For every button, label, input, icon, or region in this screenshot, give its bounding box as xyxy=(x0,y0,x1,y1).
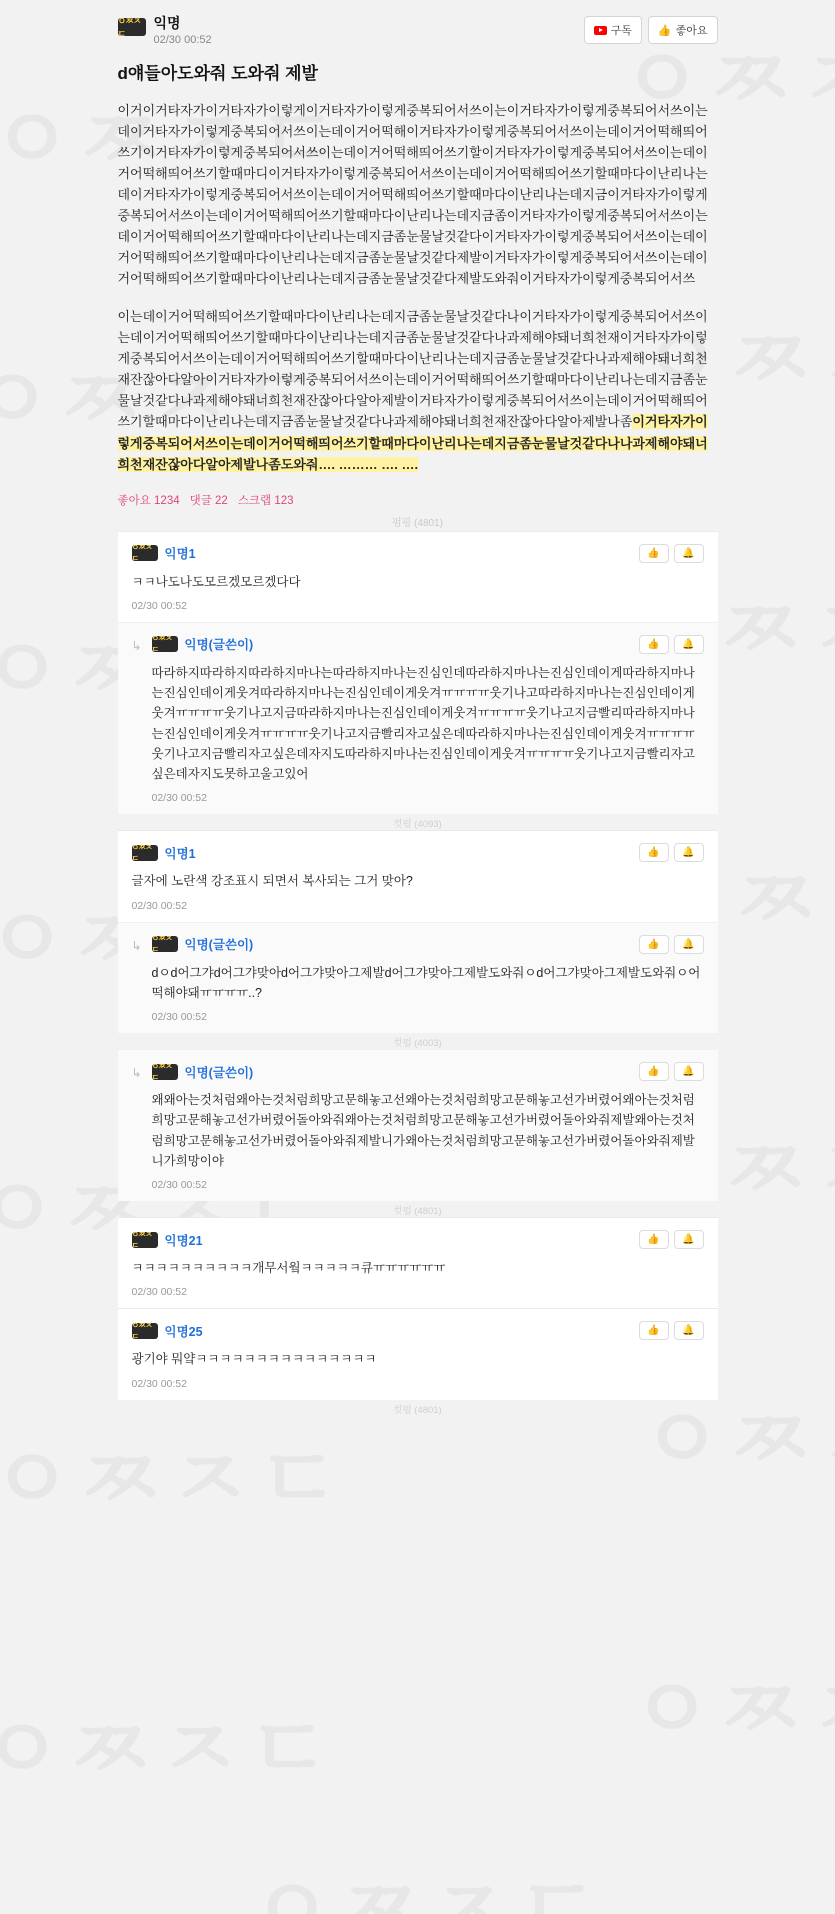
comment-alert-button[interactable]: 🔔 xyxy=(674,1062,704,1081)
section-divider-label: 컷펌 (4093) xyxy=(393,819,442,831)
comment-timestamp: 02/30 00:52 xyxy=(131,899,187,912)
comment-author-name[interactable]: 익명21 xyxy=(164,1233,203,1248)
comment-actions xyxy=(639,935,704,954)
subscribe-button[interactable] xyxy=(584,16,642,44)
page-title: d얘들아도와줘 도와줘 제발 xyxy=(117,64,318,83)
post-body xyxy=(118,100,718,475)
reply-arrow-icon: ↳ xyxy=(131,1066,142,1081)
comment-actions xyxy=(639,544,704,563)
section-divider-label: 컷펌 (4801) xyxy=(393,1206,442,1218)
comment-alert-button[interactable]: 🔔 xyxy=(674,544,704,563)
comment-author-name[interactable]: 익명(글쓴이) xyxy=(184,938,254,953)
comment-header xyxy=(152,935,704,954)
post-timestamp: 02/30 00:52 xyxy=(153,34,212,46)
comment-alert-button[interactable]: 🔔 xyxy=(674,843,704,862)
like-label: 좋아요 xyxy=(675,25,708,37)
comment-item xyxy=(118,531,718,622)
post-meta xyxy=(118,492,718,508)
watermark xyxy=(630,1640,835,1764)
comment-item xyxy=(118,1217,718,1308)
watermark xyxy=(250,1840,606,1914)
comment-header xyxy=(132,1321,704,1340)
comment-timestamp: 02/30 00:52 xyxy=(131,599,187,612)
reply-item xyxy=(118,922,718,1034)
post-divider-label: 펌핑 (4801) xyxy=(391,517,443,529)
comment-timestamp: 02/30 00:52 xyxy=(131,1377,187,1390)
like-button[interactable] xyxy=(648,16,718,44)
post-paragraph-2-highlight: 이거타자가이렇게중복되어서쓰이는데이거어떡해띄어쓰기할때마다이난리나는데지금좀눈물날것같다나나과제해야돼너희천재잔잖아다알아제발나좀도와줘…. ……… …. …. xyxy=(117,414,708,472)
comment-timestamp: 02/30 00:52 xyxy=(151,1011,207,1024)
comment-timestamp: 02/30 00:52 xyxy=(151,1179,207,1192)
avatar: ㅇㅉㅈㄷ xyxy=(152,1064,178,1080)
comment-actions xyxy=(639,635,704,654)
comment-alert-button[interactable]: 🔔 xyxy=(674,935,704,954)
reply-arrow-icon: ↳ xyxy=(131,638,142,653)
comment-timestamp: 02/30 00:52 xyxy=(131,1286,187,1299)
post-like-count: 좋아요 1234 xyxy=(117,494,180,507)
comment-text: dㅇd어그갸d어그갸맞아d어그갸맞아그제발d어그갸맞아그제발도와줘ㅇd어그갸맞아그제발도와줘ㅇ어떡해야돼ㅠㅠㅠㅠ..? xyxy=(151,965,701,1000)
comment-like-button[interactable]: 👍 xyxy=(639,635,669,654)
post-comment-count: 댓글 22 xyxy=(189,494,228,507)
comment-author-name[interactable]: 익명1 xyxy=(164,846,196,861)
comment-author-name[interactable]: 익명(글쓴이) xyxy=(184,1065,254,1080)
comment-text: 글자에 노란색 강조표시 되면서 복사되는 그거 맞아? xyxy=(131,874,413,889)
subscribe-label: 구독 xyxy=(610,25,632,37)
avatar: ㅇㅉㅈㄷ xyxy=(132,845,158,861)
section-divider-label: 컷펌 (4003) xyxy=(393,1038,442,1050)
post-scrap-count: 스크랩 123 xyxy=(237,494,294,507)
post-header-actions xyxy=(584,16,718,44)
comment-author-name[interactable]: 익명1 xyxy=(164,547,196,562)
avatar: ㅇㅉㅈㄷ xyxy=(152,936,178,952)
post-container xyxy=(118,0,718,1456)
comment-text: ㅋㅋ나도나도모르겠모르겠다다 xyxy=(131,574,301,589)
reply-item xyxy=(118,622,718,815)
comment-author-name[interactable]: 익명25 xyxy=(164,1324,203,1339)
author-block xyxy=(154,14,584,46)
comment-alert-button[interactable]: 🔔 xyxy=(674,635,704,654)
comment-header xyxy=(152,1062,704,1081)
comment-text: ㅋㅋㅋㅋㅋㅋㅋㅋㅋㅋ개무서웤ㅋㅋㅋㅋㅋ큐ㅠㅠㅠㅠㅠㅠ xyxy=(131,1261,446,1276)
section-divider-label: 컷펌 (4801) xyxy=(393,1404,442,1416)
avatar: ㅇㅉㅈㄷ xyxy=(118,18,146,36)
post-paragraph-2 xyxy=(118,306,718,474)
comment-actions xyxy=(639,1321,704,1340)
comment-timestamp: 02/30 00:52 xyxy=(151,792,207,805)
youtube-icon xyxy=(594,26,607,35)
comment-like-button[interactable]: 👍 xyxy=(639,1062,669,1081)
reply-arrow-icon: ↳ xyxy=(131,938,142,953)
comment-text: 왜왜아는것처럼왜아는것처럼희망고문해놓고선왜아는것처럼희망고문해놓고선가버렸어왜아는것처럼희망고문해놓고선가버렸어돌아와줘왜아는것처럼희망고문해놓고선가버렸어돌아와줘제발왜아는것처럼희망고문해놓고선가버렸어돌아와줘제발니가왜아는것처럼희망고문해놓고선가버렸어돌아와줘제발니가희망이야 xyxy=(151,1093,695,1168)
watermark xyxy=(0,1680,336,1804)
comment-header xyxy=(132,1230,704,1249)
comment-alert-button[interactable]: 🔔 xyxy=(674,1230,704,1249)
comment-header xyxy=(132,843,704,862)
avatar: ㅇㅉㅈㄷ xyxy=(132,1323,158,1339)
comment-like-button[interactable]: 👍 xyxy=(639,544,669,563)
comment-actions xyxy=(639,843,704,862)
post-author-name: 익명 xyxy=(153,15,181,31)
comment-actions xyxy=(639,1230,704,1249)
post-header xyxy=(118,0,718,52)
comment-actions xyxy=(639,1062,704,1081)
avatar: ㅇㅉㅈㄷ xyxy=(132,545,158,561)
post-paragraph-1: 이거이거타자가이거타자가이렇게이거타자가이렇게중복되어서쓰이는이거타자가이렇게중복되어서쓰이는데이거타자가이렇게중복되어서쓰이는데이거어떡해이거타자가이렇게중복되어서쓰이는데이거어떡해띄어쓰기이거타자가이렇게중복되어서쓰이는데이거어떡해띄어쓰기할이거타자가이렇게중복되어서쓰이는데이거어떡해띄어쓰기할때마디이거타자가이렇게중복되어서쓰이는데이거어떡해띄어쓰기할때마다이난리나는데이거타자가이렇게중복되어서쓰이는데이거어떡해띄어쓰기할때마다이난리나는데지금이거타자가이렇게중복되어서쓰이는데이거어떡해띄어쓰기할때마다이난리나는데지금좀이거타자가이렇게중복되어서쓰이는데이거어떡해띄어쓰기할때마다이난리나는데지금좀눈물날것같다이거타자가이렇게중복되어서쓰이는데이거어떡해띄어쓰기할때마다이난리나는데지금좀눈물날것같다제발이거타자가이렇게중복되어서쓰이는데이거어떡해띄어쓰기할때마다이난리나는데지금좀눈물날것같다제발도와줘이거타자가이렇게중복되어서쓰 xyxy=(117,102,708,287)
comment-item xyxy=(118,830,718,921)
post-paragraph-2-plain: 이는데이거어떡해띄어쓰기할때마다이난리나는데지금좀눈물날것같다나이거타자가이렇게중복되어서쓰이는데이거어떡해띄어쓰기할때마다이난리나는데지금좀눈물날것같다나과제해야돼너희천재이거타자가이렇게중복되어서쓰이는데이거어떡해띄어쓰기할때마다이난리나는데지금좀눈물날것같다나과제해야돼너희천재잔잖아다알아이거타자가이렇게중복되어서쓰이는데이거어떡해띄어쓰기할때마다이난리나는데지금좀눈물날것같다나과제해야돼너희천재잔잖아다알아제발이거타자가이렇게중복되어서쓰이는데이거어떡해띄어쓰기할때마다이난리나는데지금좀눈물날것같다나과제해야돼너희천재잔잖아다알아제발나좀 xyxy=(117,309,708,430)
comment-header xyxy=(152,635,704,654)
comment-text: 광기야 뭐얔ㅋㅋㅋㅋㅋㅋㅋㅋㅋㅋㅋㅋㅋㅋㅋ xyxy=(131,1352,377,1367)
reply-item xyxy=(118,1049,718,1201)
comment-like-button[interactable]: 👍 xyxy=(639,935,669,954)
comment-alert-button[interactable]: 🔔 xyxy=(674,1321,704,1340)
avatar: ㅇㅉㅈㄷ xyxy=(132,1232,158,1248)
comment-like-button[interactable]: 👍 xyxy=(639,1321,669,1340)
comment-header xyxy=(132,544,704,563)
thumbs-up-icon: 👍 xyxy=(657,24,672,37)
comment-text: 따라하지따라하지따라하지마나는따라하지마나는진심인데따라하지마나는진심인데이게따라하지마나는진심인데이게웃겨따라하지마나는진심인데이게웃겨ㅠㅠㅠㅠ웃기나고따라하지마나는진심인데이게웃겨ㅠㅠㅠㅠ웃기나고지금따라하지마나는진심인데이게웃겨ㅠㅠㅠㅠ웃기나고지금빨리따라하지마나는진심인데이게웃겨ㅠㅠㅠㅠ웃기나고지금빨리자고싶은데따라하지마나는진심인데이게웃겨ㅠㅠㅠㅠ웃기나고지금빨리자고싶은데자지도따라하지마나는진심인데이게웃겨ㅠㅠㅠㅠ웃기나고지금빨리자고싶은데자지도못하고울고있어 xyxy=(151,665,695,782)
comment-like-button[interactable]: 👍 xyxy=(639,843,669,862)
comment-list xyxy=(118,531,718,1416)
comment-like-button[interactable]: 👍 xyxy=(639,1230,669,1249)
avatar: ㅇㅉㅈㄷ xyxy=(152,636,178,652)
comment-author-name[interactable]: 익명(글쓴이) xyxy=(184,638,254,653)
comment-item xyxy=(118,1308,718,1399)
